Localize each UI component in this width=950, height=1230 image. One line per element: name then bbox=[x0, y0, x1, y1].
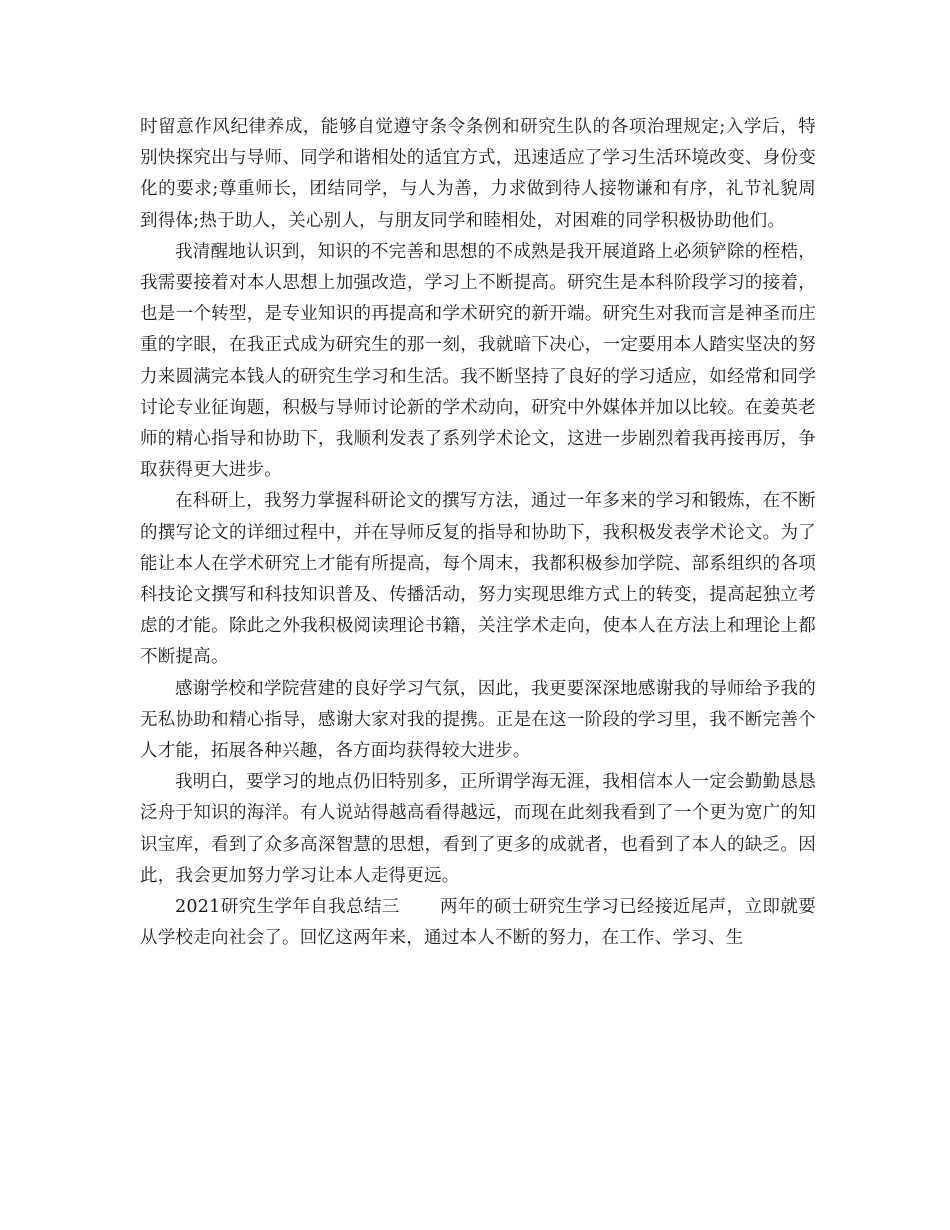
paragraph-2: 我清醒地认识到，知识的不完善和思想的不成熟是我开展道路上必须铲除的桎梏，我需要接着对本人思想上加强改造，学习上不断提高。研究生是本科阶段学习的接着，也是一个转型，是专业知识的再提高和学术研究的新开端。研究生对我而言是神圣而庄重的字眼，在我正式成为研究生的那一刻，我就暗下决心，一定要用本人踏实坚决的努力来圆满完本钱人的研究生学习和生活。我不断坚持了良好的学习适应，如经常和同学讨论专业征询题，积极与导师讨论新的学术动向，研究中外媒体并加以比较。在姜英老师的精心指导和协助下，我顺利发表了系列学术论文，这进一步剧烈着我再接再厉，争取获得更大进步。 bbox=[140, 241, 816, 481]
paragraph-1: 时留意作风纪律养成，能够自觉遵守条令条例和研究生队的各项治理规定;入学后，特别快探究出与导师、同学和谐相处的适宜方式，迅速适应了学习生活环境改变、身份变化的要求;尊重师长，团结同学，与人为善，力求做到待人接物谦和有序，礼节礼貌周到得体;热于助人，关心别人，与朋友同学和睦相处，对困难的同学积极协助他们。 bbox=[140, 117, 816, 231]
paragraph-5: 我明白，要学习的地点仍旧特别多，正所谓学海无涯，我相信本人一定会勤勤恳恳泛舟于知识的海洋。有人说站得越高看得越远，而现在此刻我看到了一个更为宽广的知识宝库，看到了众多高深智慧的思想，看到了更多的成就者，也看到了本人的缺乏。因此，我会更加努力学习让本人走得更远。 bbox=[140, 772, 816, 886]
paragraph-4: 感谢学校和学院营建的良好学习气氛，因此，我更要深深地感谢我的导师给予我的无私协助和精心指导，感谢大家对我的提携。正是在这一阶段的学习里，我不断完善个人才能，拓展各种兴趣，各方面均获得较大进步。 bbox=[140, 678, 816, 762]
section-3-heading: 2021研究生学年自我总结三 bbox=[175, 897, 400, 918]
section-3-text: 两年的硕士研究生学习已经接近尾声，立即就要从学校走向社会了。回忆这两年来，通过本人不断的努力，在工作、学习、生 bbox=[140, 897, 816, 949]
paragraph-section-3 bbox=[140, 892, 816, 954]
paragraph-3: 在科研上，我努力掌握科研论文的撰写方法，通过一年多来的学习和锻炼，在不断的撰写论文的详细过程中，并在导师反复的指导和协助下，我积极发表学术论文。为了能让本人在学术研究上才能有所提高，每个周末，我都积极参加学院、部系组织的各项科技论文撰写和科技知识普及、传播活动，努力实现思维方式上的转变，提高起独立考虑的才能。除此之外我积极阅读理论书籍，关注学术走向，使本人在方法上和理论上都不断提高。 bbox=[140, 491, 816, 668]
